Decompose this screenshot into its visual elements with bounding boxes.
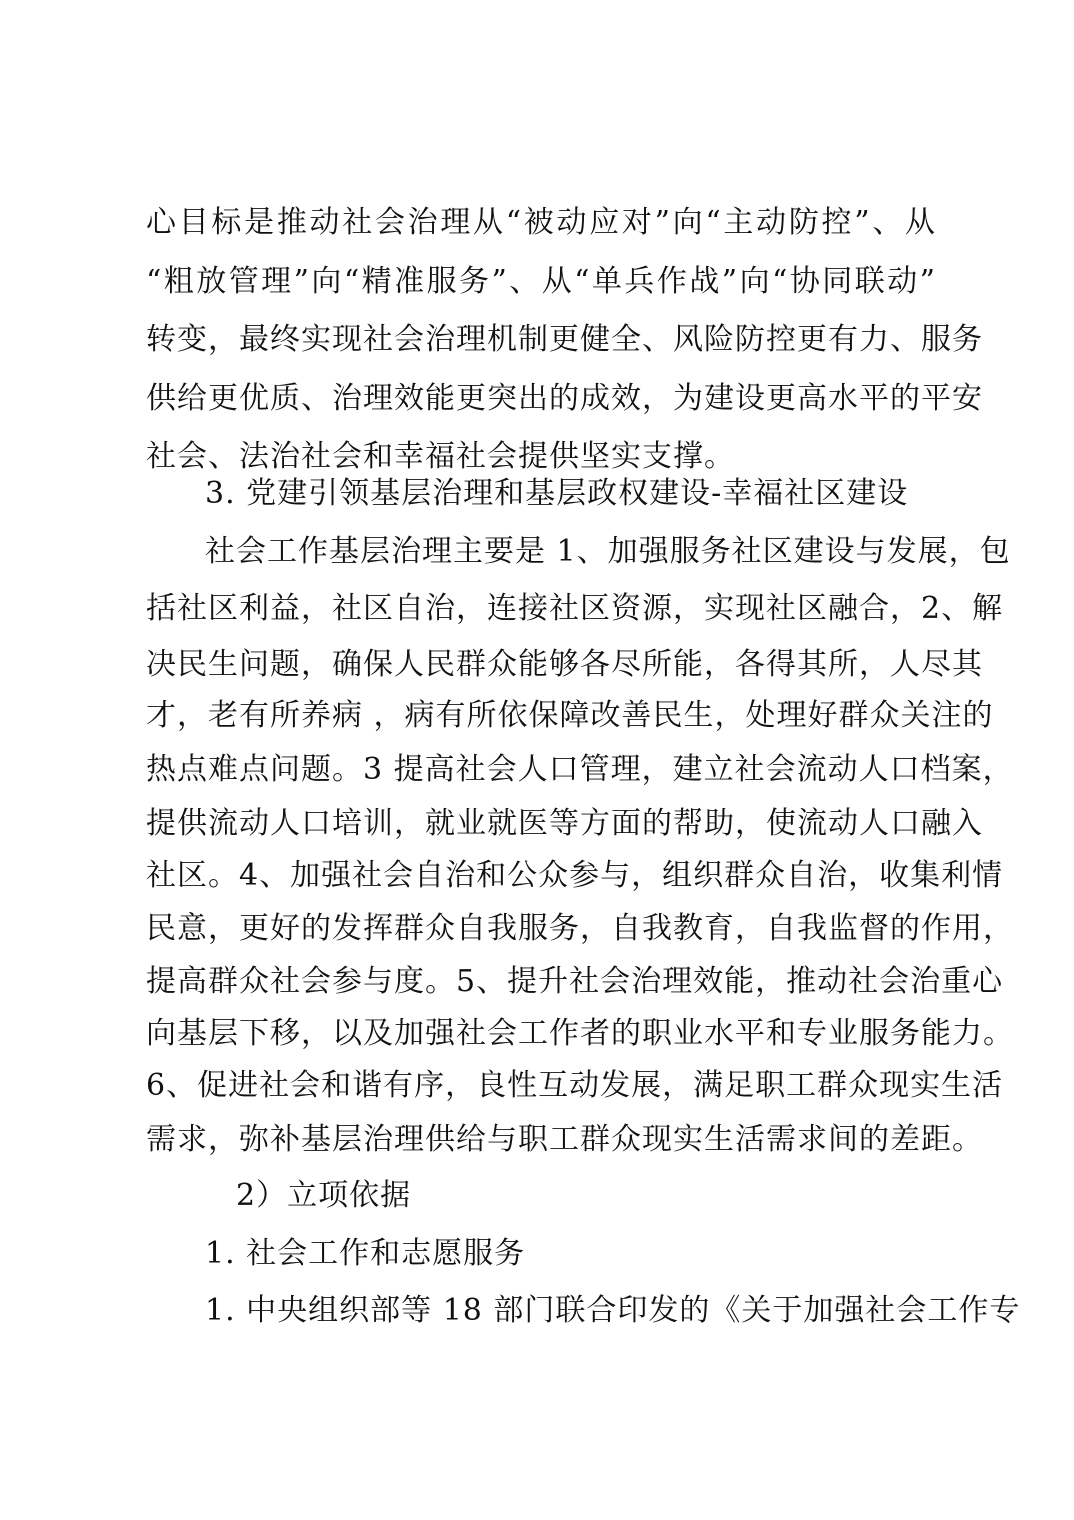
- paragraph-line: 需求，弥补基层治理供给与职工群众现实生活需求间的差距。: [146, 1122, 983, 1157]
- paragraph-line: 提高群众社会参与度。5、提升社会治理效能，推动社会治重心: [146, 964, 1004, 999]
- paragraph-line: 才，老有所养病 ，病有所依保障改善民生，处理好群众关注的: [146, 698, 994, 733]
- paragraph-line: 括社区利益，社区自治，连接社区资源，实现社区融合，2、解: [146, 591, 1004, 626]
- paragraph-line: 心目标是推动社会治理从“被动应对”向“主动防控”、从: [146, 205, 936, 240]
- paragraph-line: 提供流动人口培训，就业就医等方面的帮助，使流动人口融入: [146, 806, 983, 841]
- paragraph-line: 热点难点问题。3 提高社会人口管理，建立社会流动人口档案，: [146, 752, 1014, 787]
- paragraph-line: 社会、法治社会和幸福社会提供坚实支撑。: [146, 439, 735, 474]
- paragraph-line: 转变，最终实现社会治理机制更健全、风险防控更有力、服务: [146, 322, 983, 357]
- section-heading: 2）立项依据: [236, 1178, 412, 1213]
- paragraph-line: 供给更优质、治理效能更突出的成效，为建设更高水平的平安: [146, 381, 983, 416]
- section-heading: 1. 社会工作和志愿服务: [205, 1236, 526, 1271]
- paragraph-line: 民意，更好的发挥群众自我服务，自我教育，自我监督的作用，: [146, 911, 1014, 946]
- paragraph-line: “粗放管理”向“精准服务”、从“单兵作战”向“协同联动”: [146, 264, 936, 299]
- paragraph-line: 向基层下移，以及加强社会工作者的职业水平和专业服务能力。: [146, 1016, 1014, 1051]
- paragraph-line: 社区。4、加强社会自治和公众参与，组织群众自治，收集利情: [146, 858, 1004, 893]
- paragraph-line: 决民生问题，确保人民群众能够各尽所能，各得其所，人尽其: [146, 647, 983, 682]
- paragraph-line: 社会工作基层治理主要是 1、加强服务社区建设与发展，包: [205, 534, 1011, 569]
- paragraph-line: 1. 中央组织部等 18 部门联合印发的《关于加强社会工作专: [205, 1293, 1021, 1328]
- paragraph-line: 6、促进社会和谐有序，良性互动发展，满足职工群众现实生活: [146, 1068, 1004, 1103]
- section-heading: 3. 党建引领基层治理和基层政权建设-幸福社区建设: [205, 476, 909, 511]
